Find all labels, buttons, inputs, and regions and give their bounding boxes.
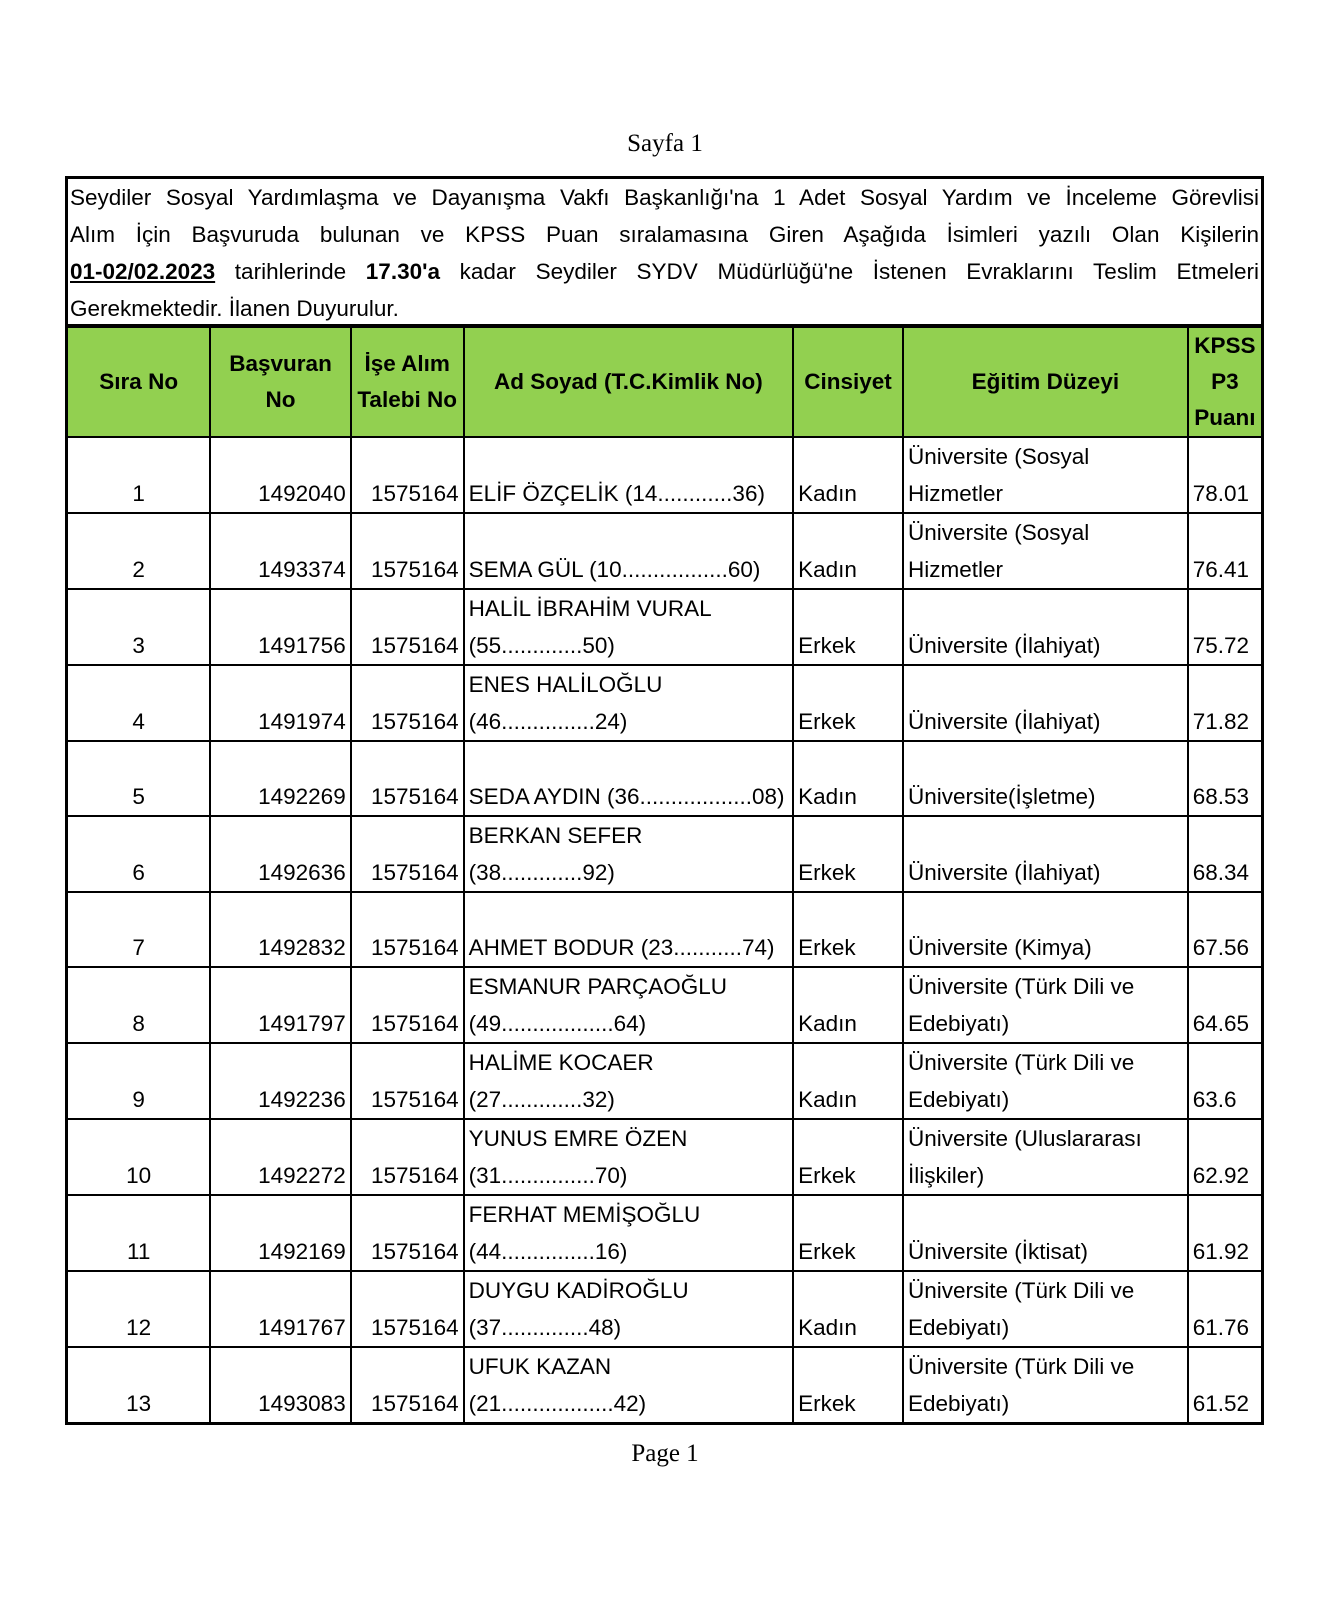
- request-number-cell: 1575164: [351, 967, 464, 1043]
- education-cell: Üniversite (Türk Dili ve Edebiyatı): [903, 1271, 1188, 1347]
- education-cell: Üniversite (Türk Dili ve Edebiyatı): [903, 967, 1188, 1043]
- deadline-date: 01-02/02.2023: [70, 259, 216, 284]
- application-number-cell: 1492832: [210, 892, 350, 967]
- announcement-sheet: [65, 176, 1264, 1425]
- gender-cell: Kadın: [793, 437, 903, 513]
- education-cell: Üniversite (Türk Dili ve Edebiyatı): [903, 1043, 1188, 1119]
- row-number-cell: 4: [68, 665, 210, 741]
- table-row: [68, 1271, 1261, 1347]
- score-cell: 64.65: [1188, 967, 1261, 1043]
- table-row: [68, 816, 1261, 892]
- request-number-cell: 1575164: [351, 1271, 464, 1347]
- row-number-cell: 2: [68, 513, 210, 589]
- score-cell: 61.52: [1188, 1347, 1261, 1422]
- column-header: Ad Soyad (T.C.Kimlik No): [464, 327, 794, 437]
- row-number-cell: 5: [68, 741, 210, 816]
- score-cell: 62.92: [1188, 1119, 1261, 1195]
- education-cell: Üniversite (Uluslararası İlişkiler): [903, 1119, 1188, 1195]
- announcement-text-fragment: kadar Seydiler SYDV Müdürlüğü'ne İstenen Evraklarını Teslim Etmeleri: [439, 259, 1259, 284]
- application-number-cell: 1491797: [210, 967, 350, 1043]
- name-cell: ENES HALİLOĞLU (46...............24): [464, 665, 794, 741]
- table-row: [68, 741, 1261, 816]
- education-cell: Üniversite (Sosyal Hizmetler: [903, 513, 1188, 589]
- score-cell: 76.41: [1188, 513, 1261, 589]
- table-row: [68, 892, 1261, 967]
- score-cell: 67.56: [1188, 892, 1261, 967]
- gender-cell: Erkek: [793, 892, 903, 967]
- gender-cell: Erkek: [793, 1347, 903, 1422]
- application-number-cell: 1491974: [210, 665, 350, 741]
- row-number-cell: 7: [68, 892, 210, 967]
- application-number-cell: 1491756: [210, 589, 350, 665]
- table-row: [68, 1347, 1261, 1422]
- score-cell: 68.34: [1188, 816, 1261, 892]
- request-number-cell: 1575164: [351, 816, 464, 892]
- name-cell: HALİL İBRAHİM VURAL (55.............50): [464, 589, 794, 665]
- score-cell: 78.01: [1188, 437, 1261, 513]
- request-number-cell: 1575164: [351, 741, 464, 816]
- request-number-cell: 1575164: [351, 1195, 464, 1271]
- table-header-row: [68, 327, 1261, 437]
- name-cell: FERHAT MEMİŞOĞLU (44...............16): [464, 1195, 794, 1271]
- name-cell: SEMA GÜL (10.................60): [464, 513, 794, 589]
- column-header: Sıra No: [68, 327, 210, 437]
- announcement-text-fragment: tarihlerinde: [215, 259, 366, 284]
- applicant-table: [68, 326, 1261, 1422]
- row-number-cell: 1: [68, 437, 210, 513]
- score-cell: 75.72: [1188, 589, 1261, 665]
- application-number-cell: 1492236: [210, 1043, 350, 1119]
- row-number-cell: 10: [68, 1119, 210, 1195]
- table-row: [68, 967, 1261, 1043]
- table-row: [68, 589, 1261, 665]
- name-cell: ESMANUR PARÇAOĞLU (49..................64): [464, 967, 794, 1043]
- request-number-cell: 1575164: [351, 589, 464, 665]
- education-cell: Üniversite (İlahiyat): [903, 589, 1188, 665]
- application-number-cell: 1493083: [210, 1347, 350, 1422]
- row-number-cell: 12: [68, 1271, 210, 1347]
- score-cell: 68.53: [1188, 741, 1261, 816]
- column-header: İşe Alım Talebi No: [351, 327, 464, 437]
- education-cell: Üniversite (Sosyal Hizmetler: [903, 437, 1188, 513]
- table-row: [68, 437, 1261, 513]
- gender-cell: Erkek: [793, 1195, 903, 1271]
- page-footer: Page 1: [631, 1440, 699, 1467]
- gender-cell: Kadın: [793, 1043, 903, 1119]
- request-number-cell: 1575164: [351, 892, 464, 967]
- gender-cell: Kadın: [793, 1271, 903, 1347]
- request-number-cell: 1575164: [351, 1347, 464, 1422]
- name-cell: UFUK KAZAN (21..................42): [464, 1347, 794, 1422]
- gender-cell: Erkek: [793, 665, 903, 741]
- announcement-line-4: Gerekmektedir. İlanen Duyurulur.: [70, 296, 399, 321]
- name-cell: ELİF ÖZÇELİK (14............36): [464, 437, 794, 513]
- gender-cell: Kadın: [793, 967, 903, 1043]
- gender-cell: Erkek: [793, 589, 903, 665]
- page-header: Sayfa 1: [627, 130, 703, 157]
- name-cell: DUYGU KADİROĞLU (37..............48): [464, 1271, 794, 1347]
- request-number-cell: 1575164: [351, 437, 464, 513]
- row-number-cell: 3: [68, 589, 210, 665]
- name-cell: AHMET BODUR (23...........74): [464, 892, 794, 967]
- row-number-cell: 13: [68, 1347, 210, 1422]
- application-number-cell: 1493374: [210, 513, 350, 589]
- request-number-cell: 1575164: [351, 665, 464, 741]
- deadline-time: 17.30'a: [365, 259, 440, 284]
- column-header: KPSS P3 Puanı: [1188, 327, 1261, 437]
- education-cell: Üniversite (Türk Dili ve Edebiyatı): [903, 1347, 1188, 1422]
- education-cell: Üniversite(İşletme): [903, 741, 1188, 816]
- request-number-cell: 1575164: [351, 1119, 464, 1195]
- table-row: [68, 1043, 1261, 1119]
- education-cell: Üniversite (İlahiyat): [903, 816, 1188, 892]
- table-body: [68, 437, 1261, 1422]
- name-cell: YUNUS EMRE ÖZEN (31...............70): [464, 1119, 794, 1195]
- education-cell: Üniversite (Kimya): [903, 892, 1188, 967]
- name-cell: HALİME KOCAER (27.............32): [464, 1043, 794, 1119]
- row-number-cell: 9: [68, 1043, 210, 1119]
- announcement-line-2: Alım İçin Başvuruda bulunan ve KPSS Puan sıralamasına Giren Aşağıda İsimleri yazılı Olan Kişilerin: [70, 222, 1259, 247]
- table-row: [68, 513, 1261, 589]
- announcement-text: [68, 179, 1261, 326]
- table-row: [68, 1195, 1261, 1271]
- application-number-cell: 1492636: [210, 816, 350, 892]
- column-header: Cinsiyet: [793, 327, 903, 437]
- row-number-cell: 6: [68, 816, 210, 892]
- announcement-line-1: Seydiler Sosyal Yardımlaşma ve Dayanışma Vakfı Başkanlığı'na 1 Adet Sosyal Yardım ve İnceleme Görevlisi: [70, 185, 1259, 210]
- education-cell: Üniversite (İlahiyat): [903, 665, 1188, 741]
- column-header: Başvuran No: [210, 327, 350, 437]
- application-number-cell: 1492272: [210, 1119, 350, 1195]
- gender-cell: Erkek: [793, 816, 903, 892]
- score-cell: 63.6: [1188, 1043, 1261, 1119]
- table-row: [68, 665, 1261, 741]
- score-cell: 71.82: [1188, 665, 1261, 741]
- name-cell: SEDA AYDIN (36..................08): [464, 741, 794, 816]
- column-header: Eğitim Düzeyi: [903, 327, 1188, 437]
- score-cell: 61.76: [1188, 1271, 1261, 1347]
- education-cell: Üniversite (İktisat): [903, 1195, 1188, 1271]
- announcement-line-3: [70, 253, 1259, 290]
- application-number-cell: 1492040: [210, 437, 350, 513]
- score-cell: 61.92: [1188, 1195, 1261, 1271]
- request-number-cell: 1575164: [351, 513, 464, 589]
- name-cell: BERKAN SEFER (38.............92): [464, 816, 794, 892]
- application-number-cell: 1492169: [210, 1195, 350, 1271]
- application-number-cell: 1492269: [210, 741, 350, 816]
- row-number-cell: 8: [68, 967, 210, 1043]
- application-number-cell: 1491767: [210, 1271, 350, 1347]
- gender-cell: Kadın: [793, 513, 903, 589]
- row-number-cell: 11: [68, 1195, 210, 1271]
- gender-cell: Kadın: [793, 741, 903, 816]
- request-number-cell: 1575164: [351, 1043, 464, 1119]
- gender-cell: Erkek: [793, 1119, 903, 1195]
- table-row: [68, 1119, 1261, 1195]
